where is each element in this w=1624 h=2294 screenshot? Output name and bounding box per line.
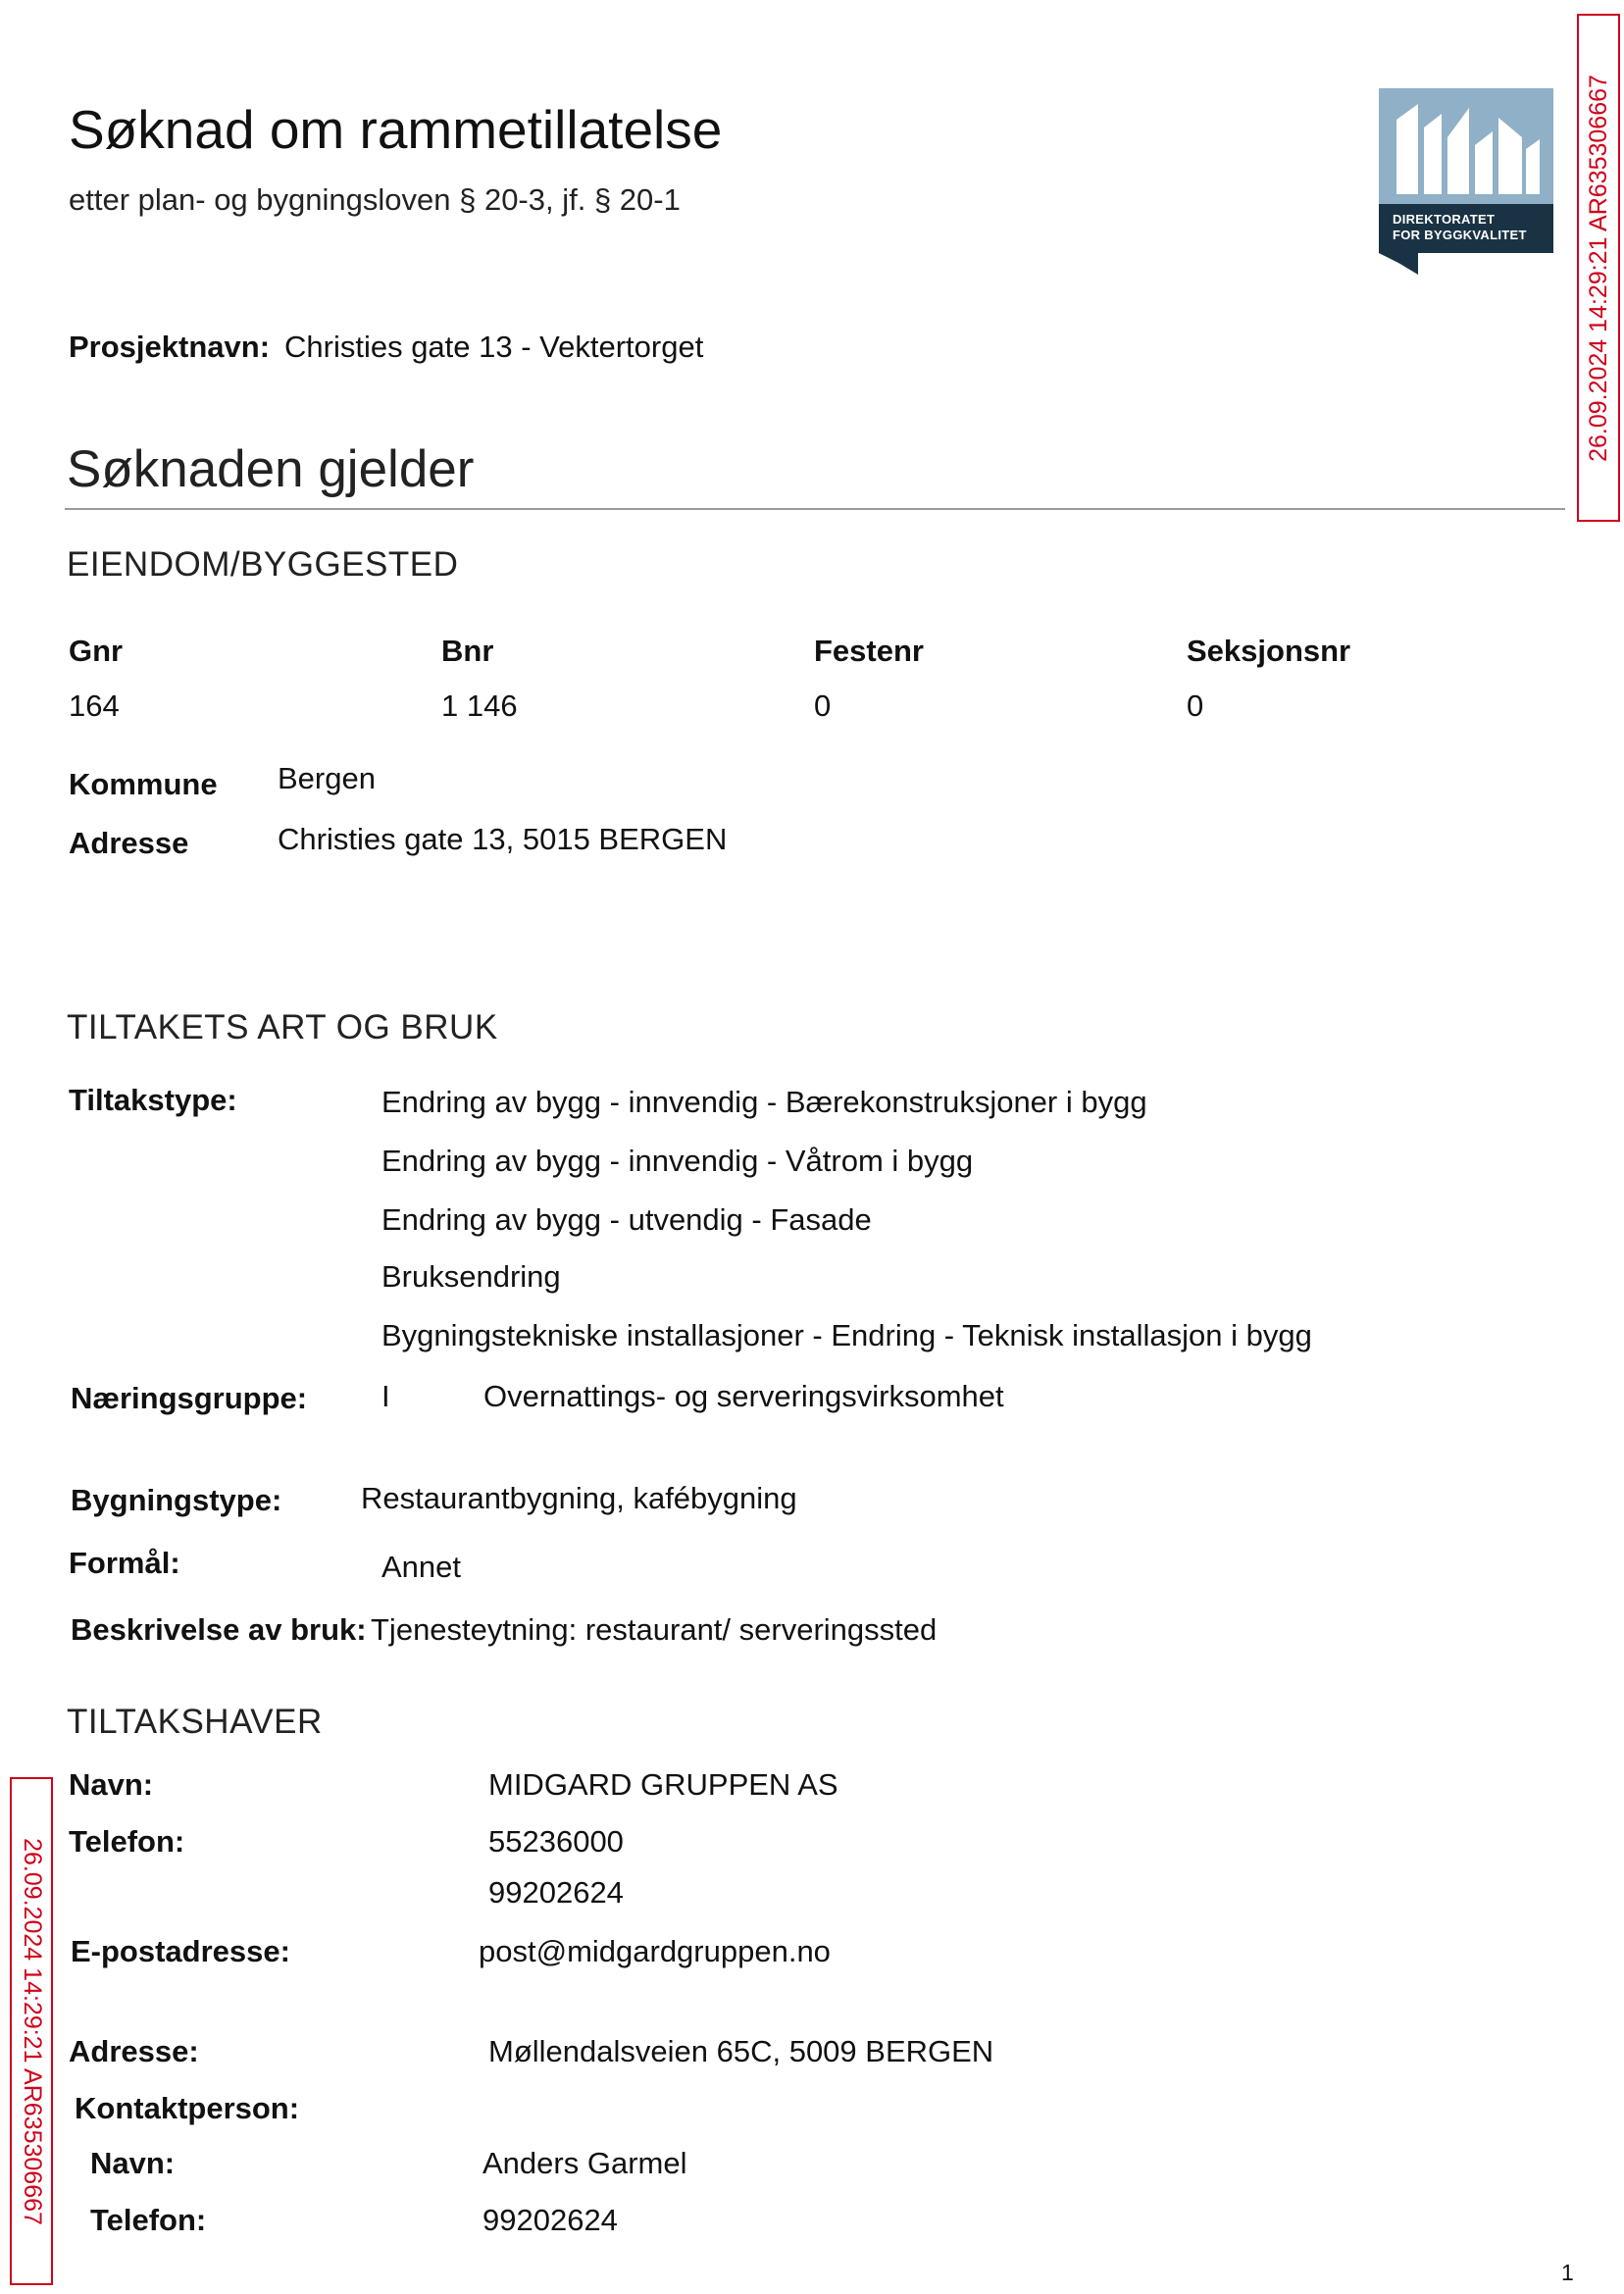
document-subtitle: etter plan- og bygningsloven § 20-3, jf. § 20-1 [69, 182, 681, 217]
tiltakshaver-adresse-value: Møllendalsveien 65C, 5009 BERGEN [488, 2034, 994, 2068]
kommune-label: Kommune [69, 767, 218, 801]
kontaktperson-label: Kontaktperson: [75, 2091, 300, 2125]
page-number: 1 [1561, 2260, 1574, 2285]
naeringsgruppe-value: Overnattings- og serveringsvirksomhet [483, 1379, 1004, 1413]
logo-line2: FOR BYGGKVALITET [1393, 228, 1527, 242]
project-label: Prosjektnavn: [69, 330, 271, 364]
section-title: Søknaden gjelder [67, 440, 475, 498]
logo-line1: DIREKTORATET [1393, 212, 1496, 227]
navn-value: MIDGARD GRUPPEN AS [488, 1767, 838, 1802]
seksjonsnr-value: 0 [1187, 688, 1204, 723]
tiltakstype-item-5: Bygningstekniske installasjoner - Endring - Teknisk installasjon i bygg [381, 1318, 1312, 1352]
formal-value: Annet [381, 1550, 462, 1584]
gnr-label: Gnr [69, 634, 124, 668]
stamp-top-right [1577, 14, 1620, 522]
kontakt-navn-label: Navn: [90, 2146, 176, 2180]
festenr-value: 0 [814, 688, 832, 723]
stamp-text-left: 26.09.2024 14:29:21 AR635306667 [18, 1837, 46, 2225]
dibk-logo [1379, 88, 1553, 275]
gnr-value: 164 [69, 688, 120, 723]
tiltakstype-item-3: Endring av bygg - utvendig - Fasade [381, 1202, 872, 1237]
adresse-value: Christies gate 13, 5015 BERGEN [278, 822, 728, 856]
telefon-value-1: 55236000 [488, 1824, 624, 1859]
kontakt-telefon-label: Telefon: [90, 2203, 207, 2237]
naeringsgruppe-code: I [381, 1379, 390, 1413]
eiendom-heading: EIENDOM/BYGGESTED [67, 545, 459, 584]
project-value: Christies gate 13 - Vektertorget [284, 330, 704, 364]
telefon-label: Telefon: [69, 1824, 185, 1859]
document-title: Søknad om rammetillatelse [69, 99, 723, 160]
section-divider [65, 508, 1565, 510]
tiltakshaver-adresse-label: Adresse: [69, 2034, 199, 2068]
tiltakstype-item-2: Endring av bygg - innvendig - Våtrom i bygg [381, 1144, 974, 1178]
adresse-label: Adresse [69, 826, 189, 860]
bnr-label: Bnr [441, 634, 494, 668]
kommune-value: Bergen [278, 761, 376, 795]
seksjonsnr-label: Seksjonsnr [1187, 634, 1351, 668]
epost-label: E-postadresse: [71, 1934, 290, 1968]
beskrivelse-label: Beskrivelse av bruk: [71, 1612, 367, 1647]
beskrivelse-value: Tjenesteytning: restaurant/ serveringssted [371, 1612, 938, 1647]
tiltak-heading: TILTAKETS ART OG BRUK [67, 1008, 498, 1046]
kontakt-navn-value: Anders Garmel [482, 2146, 687, 2180]
bnr-value: 1 146 [441, 688, 518, 723]
formal-label: Formål: [69, 1546, 180, 1580]
telefon-value-2: 99202624 [488, 1875, 624, 1910]
festenr-label: Festenr [814, 634, 924, 668]
tiltakstype-label: Tiltakstype: [69, 1083, 237, 1117]
tiltakstype-item-1: Endring av bygg - innvendig - Bærekonstruksjoner i bygg [381, 1085, 1147, 1119]
tiltakshaver-heading: TILTAKSHAVER [67, 1703, 323, 1741]
epost-value: post@midgardgruppen.no [479, 1934, 831, 1968]
stamp-text-top: 26.09.2024 14:29:21 AR635306667 [1584, 74, 1612, 462]
dibk-logo-icon [1379, 88, 1553, 275]
bygningstype-value: Restaurantbygning, kafébygning [361, 1481, 797, 1515]
navn-label: Navn: [69, 1767, 154, 1802]
kontakt-telefon-value: 99202624 [482, 2203, 618, 2237]
stamp-bottom-left [10, 1777, 53, 2285]
naeringsgruppe-label: Næringsgruppe: [71, 1381, 308, 1415]
bygningstype-label: Bygningstype: [71, 1483, 282, 1517]
tiltakstype-item-4: Bruksendring [381, 1259, 561, 1294]
